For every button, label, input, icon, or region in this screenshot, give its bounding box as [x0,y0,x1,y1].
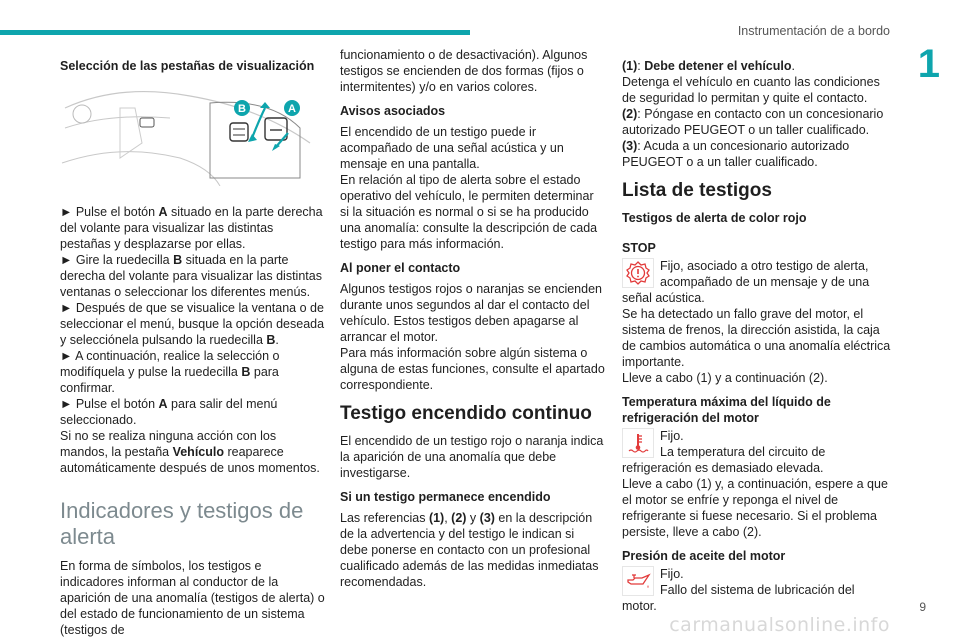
section-title-indicators: Indicadores y testigos de alerta [60,498,304,549]
heading-associated-alerts: Avisos asociados [340,104,446,118]
section-title-continuous-warning: Testigo encendido continuo [340,403,592,424]
column-3 [622,58,892,614]
paragraph: Lleve a cabo (1) y a continuación (2). [622,371,828,385]
steering-wheel-icon [60,88,325,186]
reference-3: (3): Acuda a un concesionario autorizado PEUGEOT o a un taller cualificado. [622,139,850,169]
paragraph: Lleve a cabo (1) y, a continuación, espere a que el motor se enfríe y reponga el nivel de refrigerante si fuese necesario. Si el problema persiste, lleve a cabo (2). [622,477,888,539]
heading-stop: STOP [622,241,656,255]
column-1 [60,58,325,638]
paragraph: ► A continuación, realice la selección o modifíquela y pulse la ruedecilla B para confirmar. [60,349,280,395]
paragraph: ► Pulse el botón A para salir del menú seleccionado. [60,397,278,427]
paragraph: En relación al tipo de alerta sobre el estado operativo del vehículo, le permiten determinar si la situación es normal o si se ha producido una anomalía: consulte la descripción de cada testigo para más información. [340,173,598,251]
paragraph: funcionamiento o de desactivación). Algunos testigos se encienden de dos formas (fijos o intermitentes) y/o en varios colores. [340,48,588,94]
steering-wheel-illustration [60,88,325,186]
watermark: carmanualsonline.info [669,614,890,636]
heading-coolant-temperature: Temperatura máxima del líquido de refrigeración del motor [622,395,831,425]
heading-ignition-on: Al poner el contacto [340,261,461,275]
stop-warning-block [622,258,892,386]
oil-pressure-icon [622,566,654,596]
paragraph: La temperatura del circuito de refrigeración es demasiado elevada. [622,445,826,475]
oil-warning-block [622,566,892,614]
paragraph: En forma de símbolos, los testigos e indicadores informan al conductor de la aparición de una anomalía (testigos de alerta) o del estado de funcionamiento de un sistema (testigos de [60,559,325,637]
chapter-number: 1 [917,42,940,86]
paragraph: Para más información sobre algún sistema o alguna de estas funciones, consulte el apartado correspondiente. [340,346,605,392]
paragraph: Detenga el vehículo en cuanto las condiciones de seguridad lo permitan y quite el contacto. [622,75,880,105]
coolant-warning-block [622,428,892,540]
paragraph: Fijo, asociado a otro testigo de alerta, acompañado de un mensaje y de una señal acústica. [622,259,870,305]
heading-oil-pressure: Presión de aceite del motor [622,549,786,563]
callout-b-label: B [238,103,246,115]
header-accent-bar [0,30,470,35]
paragraph: ► Pulse el botón A situado en la parte derecha del volante para visualizar las distintas pestañas y desplazarse por ellas. [60,205,323,251]
stop-warning-icon [622,258,654,288]
paragraph: ► Gire la ruedecilla B situada en la parte derecha del volante para visualizar las distintas ventanas o seleccionar los diferentes menús. [60,253,322,299]
reference-1: (1): Debe detener el vehículo. [622,59,795,73]
heading-red-warnings: Testigos de alerta de color rojo [622,211,807,225]
paragraph: Fijo. [660,429,684,443]
page-number: 9 [919,600,926,614]
paragraph: El encendido de un testigo puede ir acompañado de una señal acústica y un mensaje en una pantalla. [340,125,564,171]
paragraph: ► Después de que se visualice la ventana o de seleccionar el menú, busque la opción deseada y selecciónela pulsando la ruedecilla B. [60,301,325,347]
paragraph: Fallo del sistema de lubricación del motor. [622,583,855,613]
callout-a-label: A [288,103,296,115]
paragraph: Las referencias (1), (2) y (3) en la descripción de la advertencia y del testigo le indican si debe ponerse en contacto con un profesional cualificado además de las medidas inmediatas recomendadas. [340,511,599,589]
paragraph: Algunos testigos rojos o naranjas se encienden durante unos segundos al dar el contacto del vehículo. Estos testigos deben apagarse al arrancar el motor. [340,282,602,344]
coolant-temperature-icon [622,428,654,458]
paragraph: Si no se realiza ninguna acción con los mandos, la pestaña Vehículo reaparece automáticamente después de unos momentos. [60,429,320,475]
heading-warning-stays-on: Si un testigo permanece encendido [340,490,551,504]
section-title-warning-list: Lista de testigos [622,180,772,201]
header-title: Instrumentación de a bordo [737,24,890,38]
paragraph: El encendido de un testigo rojo o naranja indica la aparición de una anomalía que debe investigarse. [340,434,604,480]
column-2 [340,47,605,590]
heading-tab-selection: Selección de las pestañas de visualización [60,59,315,73]
paragraph: Se ha detectado un fallo grave del motor, el sistema de frenos, la dirección asistida, la caja de cambios automática o una anomalía eléctrica importante. [622,307,891,369]
reference-2: (2): Póngase en contacto con un concesionario autorizado PEUGEOT o un taller cualificado. [622,107,884,137]
paragraph: Fijo. [660,567,684,581]
